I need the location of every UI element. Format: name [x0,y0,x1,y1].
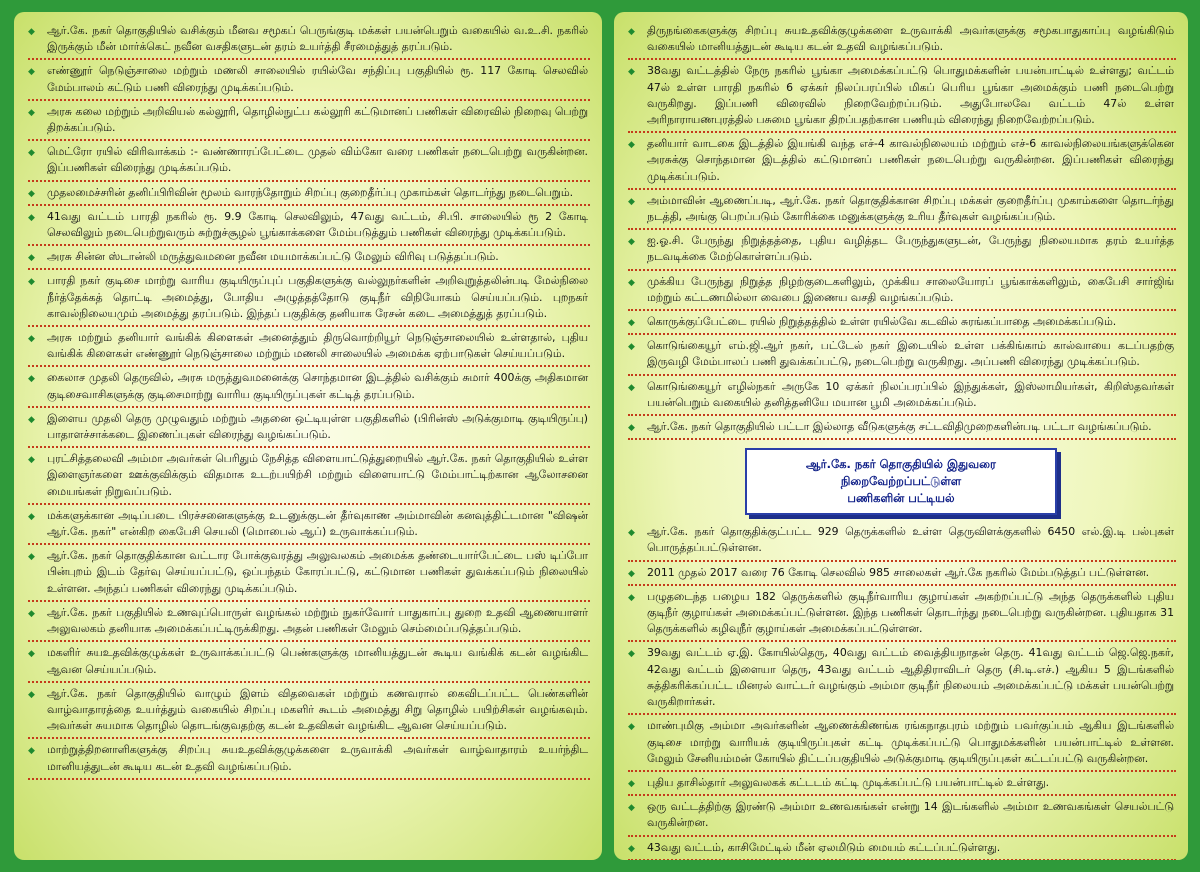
list-item [628,837,1176,860]
list-item-text: முதலமைச்சரின் தனிப்பிரிவின் மூலம் வாரந்தோறும் சிறப்பு குறைதீர்ப்பு முகாம்கள் தொடர்ந்து நடைபெறும். [47,185,574,199]
list-item [28,739,590,779]
right-bullet-list-top [614,12,1188,440]
list-item-text: கொடுங்கையூர் எழில்நகர் அருகே 10 ஏக்கர் நிலப்பரப்பில் இந்துக்கள், இஸ்லாமியர்கள், கிறிஸ்தவர்கள் பயன்பெறும் வகையில் தனித்தனியே மயான பூமி அமைக்கப்படும். [647,379,1174,409]
bullet-icon [28,456,39,463]
list-item-text: அரசு சின்ன ஸ்டான்லி மருத்துவமனை நவீன மயமாக்கப்பட்டு மேலும் விரிவு படுத்தப்படும். [47,250,499,264]
list-item [628,60,1176,133]
list-item [28,683,590,740]
bullet-icon [628,28,639,35]
list-item-text: ஆர்.கே. நகர் தொகுதியில் வாழும் இளம் விதவைகள் மற்றும் கணவரால் கைவிடப்பட்ட பெண்களின் வாழ்வாதாரத்தை உயர்த்தும் வகையில் சிறப்பு மகளிர் கூடம் அமைத்து சிறு தொழில் பயிற்சிகள் வழங்கவும். அவர்கள் சுயமாக தொழில் தொடங்குவதற்கு கடன் உதவிகள் வழங்கிட ஆவன செய்யப்படும். [47,686,588,733]
heading-line-2: பணிகளின் பட்டியல் [847,491,955,506]
bullet-icon [628,238,639,245]
bullet-icon [28,190,39,197]
list-item-text: ஆர்.கே. நகர் தொகுதிக்கான வட்டார போக்குவரத்து அலுவலகம் அமைக்க தண்டையார்பேட்டை பஸ் டிப்போ பின்புறம் இடம் தேர்வு செய்யப்பட்டு, ஒப்பந்தம் கோரப்பட்டு, கட்டுமான பணிகள் துவக்கப்படும் நிலையில் உள்ளன. அந்தப் பணிகள் விரைந்து முடிக்கப்படும். [47,549,588,595]
heading-line-1: ஆர்.கே. நகர் தொகுதியில் இதுவரை நிறைவேற்றப்பட்டுள்ள [806,457,996,489]
bullet-icon [628,529,639,536]
list-item [28,408,590,448]
list-item-text: ஆர்.கே. நகர் தொகுதியில் பட்டா இல்லாத வீடுகளுக்கு சட்டவிதிமுறைகளின்படி பட்டா வழங்கப்படும். [647,420,1152,434]
bullet-icon [28,650,39,657]
list-item-text: இளைய முதலி தெரு முழுவதும் மற்றும் அதனை ஒட்டியுள்ள பகுதிகளில் (பிரின்ஸ் அடுக்குமாடி குடியிருப்பு) பாதாளச்சாக்கடை இணைப்புகள் விரைந்து வழங்கப்படும். [47,411,588,442]
list-item [628,20,1176,60]
list-item [28,206,590,246]
list-item-text: ஆர்.கே. நகர் தொகுதியில் வசிக்கும் மீனவ சமூகப் பெருங்குடி மக்கள் பயன்பெறும் வகையில் வ.உ.சி. நகரில் இருக்கும் மீன் மார்க்கெட் நவீன வசதிகளுடன் தரம் உயர்த்தி சீரமைத்துத் தரப்படும். [47,24,588,54]
list-item [28,270,590,327]
list-item-text: மக்களுக்கான அடிப்படை பிரச்சனைகளுக்கு உடனுக்குடன் தீர்வுகாண அம்மாவின் கனவுத்திட்டமான "விஷன் ஆர்.கே. நகர்" என்கிற கைபேசி செயலி (மொபைல் ஆப்) உருவாக்கப்படும். [47,508,588,539]
list-item-text: ஆர்.கே. நகர் தொகுதிக்குட்பட்ட 929 தெருக்களில் உள்ள தெருவிளக்குகளில் 6450 எல்.இ.டி பல்புகள் பொருத்தப்பட்டுள்ளன. [647,525,1174,555]
bullet-icon [628,650,639,657]
list-item-text: 38வது வட்டத்தில் நேரு நகரில் பூங்கா அமைக்கப்பட்டு பொதுமக்களின் பயன்பாட்டில் உள்ளது; வட்டம் 47ல் உள்ள பாரதி நகரில் 6 ஏக்கர் நிலப்பரப்பில் மிகப் பெரிய பூங்கா அமைக்கும் பணி நடைபெற்று வருகிறது. இப்பணி விரைவில் நிறைவேற்றப்படும். அதுபோலவே வட்டம் 47ல் உள்ள அரிநாராயணபுரத்தில் பசுமை பூங்கா திறப்பதற்கான பணியும் விரைந்து நிறைவேற்றப்படும். [647,64,1174,127]
list-item-text: எண்ணூர் நெடுஞ்சாலை மற்றும் மணலி சாலையில் ரயில்வே சந்திப்பு பகுதியில் ரூ. 117 கோடி செலவில் மேம்பாலம் கட்டும் பணி விரைந்து முடிக்கப்படும். [47,64,588,94]
completed-works-heading [745,448,1057,515]
list-item [628,521,1176,561]
list-item-text: 39வது வட்டம் ஏ.இ. கோயில்தெரு, 40வது வட்டம் வைத்தியநாதன் தெரு. 41வது வட்டம் ஜெ.ஜெ.நகர், 42வது வட்டம் இளையா தெரு, 43வது வட்டம் ஆதிதிராவிடர் தெரு (சி.டி.எச்.) ஆகிய 5 இடங்களில் சுத்திகரிக்கப்பட்ட மினரல் வாட்டர் வழங்கும் அம்மா குடிநீர் நிலையம் அமைக்கப்பட்டு மக்கள் பயன்பெற்று வருகிறார்கள். [647,646,1174,709]
bullet-icon [628,384,639,391]
bullet-icon [28,109,39,116]
list-item-text: கைலாச முதலி தெருவில், அரசு மருத்துவமனைக்கு சொந்தமான இடத்தில் வசிக்கும் சுமார் 400க்கு அதிகமான குடிசைவாசிகளுக்கு குடிசைமாற்று வாரிய குடியிருப்புகள் கட்டித் தரப்படும். [47,371,588,401]
list-item-text: அரசு மற்றும் தனியார் வங்கிக் கிளைகள் அனைத்தும் திருவொற்றியூர் நெடுஞ்சாலையில் உள்ளதால், புதிய வங்கிக் கிளைகள் எண்ணூர் நெடுஞ்சாலை மற்றும் மணலி சாலையில் அமைக்க ஏற்பாடுகள் செய்யப்படும். [47,331,588,361]
list-item [28,101,590,141]
bullet-icon [628,141,639,148]
list-item [28,367,590,407]
bullet-icon [628,198,639,205]
list-item [28,327,590,367]
list-item [28,20,590,60]
bullet-icon [628,424,639,431]
bullet-icon [28,278,39,285]
list-item-text: தனியார் வாடகை இடத்தில் இயங்கி வந்த எச்-4 காவல்நிலையம் மற்றும் எச்-6 காவல்நிலையங்களுக்கென அரசுக்கு சொந்தமான இடத்தில் கட்டுமானப் பணிகள் நடைபெற்று வருகின்றன. இப்பணிகள் விரைந்து முடிக்கப்படும். [647,137,1174,183]
list-item-text: மெட்ரோ ரயில் விரிவாக்கம் :- வண்ணாரப்பேட்டை முதல் விம்கோ வரை பணிகள் நடைபெற்று வருகின்றன. இப்பணிகள் விரைந்து முடிக்கப்படும். [47,145,588,175]
bullet-icon [28,28,39,35]
list-item [628,715,1176,772]
list-item-text: 41வது வட்டம் பாரதி நகரில் ரூ. 9.9 கோடி செலவிலும், 47வது வட்டம், சி.பி. சாலையில் ரூ 2 கோடி செலவிலும் நடைபெற்றுவரும் சுற்றுச்சூழல் பூங்காக்களை மேம்படுத்தும் பணிகள் விரைந்து முடிக்கப்படும். [47,209,588,240]
list-item [628,190,1176,230]
bullet-icon [28,553,39,560]
bullet-icon [628,570,639,577]
left-bullet-list [14,12,602,780]
bullet-icon [28,416,39,423]
bullet-icon [628,68,639,75]
list-item [28,60,590,100]
list-item-text: ஆர்.கே. நகர் பகுதியில் உணவுப்பொருள் வழங்கல் மற்றும் நுகர்வோர் பாதுகாப்பு துறை உதவி ஆணையாளர் அலுவலகம் தனியாக அமைக்கப்பட்டிருக்கிறது. அதன் பணிகள் மேலும் செம்மைப்படுத்தப்படும். [47,605,588,636]
list-item [628,796,1176,836]
list-item [628,586,1176,643]
list-item-text: ஒரு வட்டத்திற்கு இரண்டு அம்மா உணவகங்கள் என்று 14 இடங்களில் அம்மா உணவகங்கள் செயல்பட்டு வருகின்றன. [647,800,1174,830]
list-item [628,416,1176,440]
bullet-icon [628,723,639,730]
list-item [628,335,1176,375]
list-item [628,230,1176,270]
bullet-icon [28,68,39,75]
list-item-text: புதிய தாசில்தார் அலுவலகக் கட்டடம் கட்டி முடிக்கப்பட்டு பயன்பாட்டில் உள்ளது. [647,775,1050,789]
bullet-icon [628,319,639,326]
list-item-text: அரசு கலை மற்றும் அறிவியல் கல்லூரி, தொழில்நுட்ப கல்லூரி கட்டுமானப் பணிகள் விரைவில் நிறைவு பெற்று திறக்கப்படும். [47,104,588,135]
list-item-text: ஐ.ஓ.சி. பேருந்து நிறுத்தத்தை, புதிய வழித்தட பேருந்துகளுடன், பேருந்து நிலையமாக தரம் உயர்த்த நடவடிக்கை மேற்கொள்ளப்படும். [647,234,1174,264]
bullet-icon [628,594,639,601]
left-page [14,12,602,860]
list-item [28,182,590,206]
list-item [628,562,1176,586]
bullet-icon [628,279,639,286]
bullet-icon [628,780,639,787]
list-item [28,141,590,181]
list-item [628,642,1176,715]
bullet-icon [628,804,639,811]
bullet-icon [28,610,39,617]
list-item [628,311,1176,335]
bullet-icon [28,335,39,342]
list-item [28,505,590,545]
list-item-text: 43வது வட்டம், காசிமேட்டில் மீன் ஏலமிடும் மையம் கட்டப்பட்டுள்ளது. [647,840,1001,854]
bullet-icon [28,375,39,382]
list-item [628,376,1176,416]
bullet-icon [28,254,39,261]
list-item [28,642,590,682]
bullet-icon [28,214,39,221]
list-item-text: பாரதி நகர் குடிசை மாற்று வாரிய குடியிருப்புப் பகுதிகளுக்கு வல்லுநர்களின் அறிவுறுத்தலின்படி மேல்நிலை நீர்த்தேக்கத் தொட்டி அமைத்து, போதிய அழுத்தத்தோடு குடிநீர் விநியோகம் செய்யப்படும். புறநகர் காவல்நிலையமும் அமைத்து தரப்படும். இந்தப் பகுதிக்கு தனியாக ரேசன் கடை அமைத்துத் தரப்படும். [47,274,588,320]
list-item-text: திருநங்கைகளுக்கு சிறப்பு சுயஉதவிக்குழுக்களை உருவாக்கி அவர்களுக்கு சமூகபாதுகாப்பு வழங்கிடும் வகையில் மானியத்துடன் கூடிய கடன் உதவி வழங்கப்படும். [647,24,1174,54]
list-item-text: மகளிர் சுயஉதவிக்குழுக்கள் உருவாக்கப்பட்டு பெண்களுக்கு மானியத்துடன் கூடிய வங்கிக் கடன் வழங்கிட ஆவன செய்யப்படும். [47,646,588,676]
list-item [28,545,590,602]
list-item-text: பழுதடைந்த பழைய 182 தெருக்களில் குடிநீர்வாரிய குழாய்கள் அகற்றப்பட்டு அந்த தெருக்களில் புதிய குடிநீர் குழாய்கள் அமைக்கப்பட்டுள்ளன. இந்த பணிகள் தொடர்ந்து நடைபெற்று வருகின்றன. புதியதாக 31 தெருக்களில் கழிவுநீர் குழாய்கள் அமைக்கப்பட்டுள்ளன. [647,589,1174,636]
list-item-text: புரட்சித்தலைவி அம்மா அவர்கள் பெரிதும் நேசித்த விளையாட்டுத்துறையில் ஆர்.கே. நகர் தொகுதியில் உள்ள இளைஞர்களை ஊக்குவிக்கும் விதமாக உடற்பயிற்சி மற்றும் விளையாட்டு மேம்பாட்டிற்கான ஆலோசனை மையங்கள் நிறுவப்படும். [47,452,588,498]
right-bullet-list-bottom [614,521,1188,860]
bullet-icon [28,691,39,698]
list-item [628,271,1176,311]
bullet-icon [628,343,639,350]
list-item-text: கொடுங்கையூர் எம்.ஜி.ஆர் நகர், பட்டேல் நகர் இடையில் உள்ள பக்கிங்காம் கால்வாயை கடப்பதற்கு இருவழி மேம்பாலப் பணி துவக்கப்பட்டு, நடைபெற்று வருகிறது. அப்பணி விரைந்து முடிக்கப்படும். [647,339,1174,369]
bullet-icon [628,845,639,852]
list-item [628,133,1176,190]
list-item-text: மாண்புமிகு அம்மா அவர்களின் ஆணைக்கிணங்க ரங்கநாதபுரம் மற்றும் பவர்குப்பம் ஆகிய இடங்களில் குடிசை மாற்று வாரியக் குடியிருப்புகள் கட்டி முடிக்கப்பட்டு பொதுமக்களின் பயன்பாட்டில் உள்ளன. மேலும் சேனியம்மன் கோயில் திட்டப்பகுதியில் அடுக்குமாடி குடியிருப்புகள் கட்டப்பட்டு வருகின்றன. [647,719,1174,765]
list-item [628,772,1176,796]
bullet-icon [28,513,39,520]
list-item-text: கொருக்குப்பேட்டை ரயில் நிறுத்தத்தில் உள்ள ரயில்வே கடவில் சுரங்கப்பாதை அமைக்கப்படும். [647,315,1117,329]
list-item [28,448,590,505]
list-item-text: அம்மாவின் ஆணைப்படி, ஆர்.கே. நகர் தொகுதிக்கான சிறப்பு மக்கள் குறைதீர்ப்பு முகாம்களை தொடர்ந்து நடத்தி, அங்கு பெறப்படும் கோரிக்கை மனுக்களுக்கு உரிய தீர்வுகள் வழங்கப்படும். [647,193,1174,224]
bullet-icon [28,149,39,156]
right-page [614,12,1188,860]
list-item [28,246,590,270]
bullet-icon [28,747,39,754]
list-item [28,602,590,642]
list-item-text: மாற்றுத்திறனாளிகளுக்கு சிறப்பு சுயஉதவிக்குழுக்களை உருவாக்கி அவர்கள் வாழ்வாதாரம் உயர்ந்திட மானியத்துடன் கூடிய கடன் உதவி வழங்கப்படும். [47,743,588,773]
list-item-text: 2011 முதல் 2017 வரை 76 கோடி செலவில் 985 சாலைகள் ஆர்.கே நகரில் மேம்படுத்தப் பட்டுள்ளன. [647,565,1150,579]
list-item-text: முக்கிய பேருந்து நிறுத்த நிழற்குடைகளிலும், முக்கிய சாலையோரப் பூங்காக்களிலும், கைபேசி சார்ஜிங் மற்றும் கட்டணமில்லா வைபை இணைய வசதி வழங்கப்படும். [647,274,1174,304]
